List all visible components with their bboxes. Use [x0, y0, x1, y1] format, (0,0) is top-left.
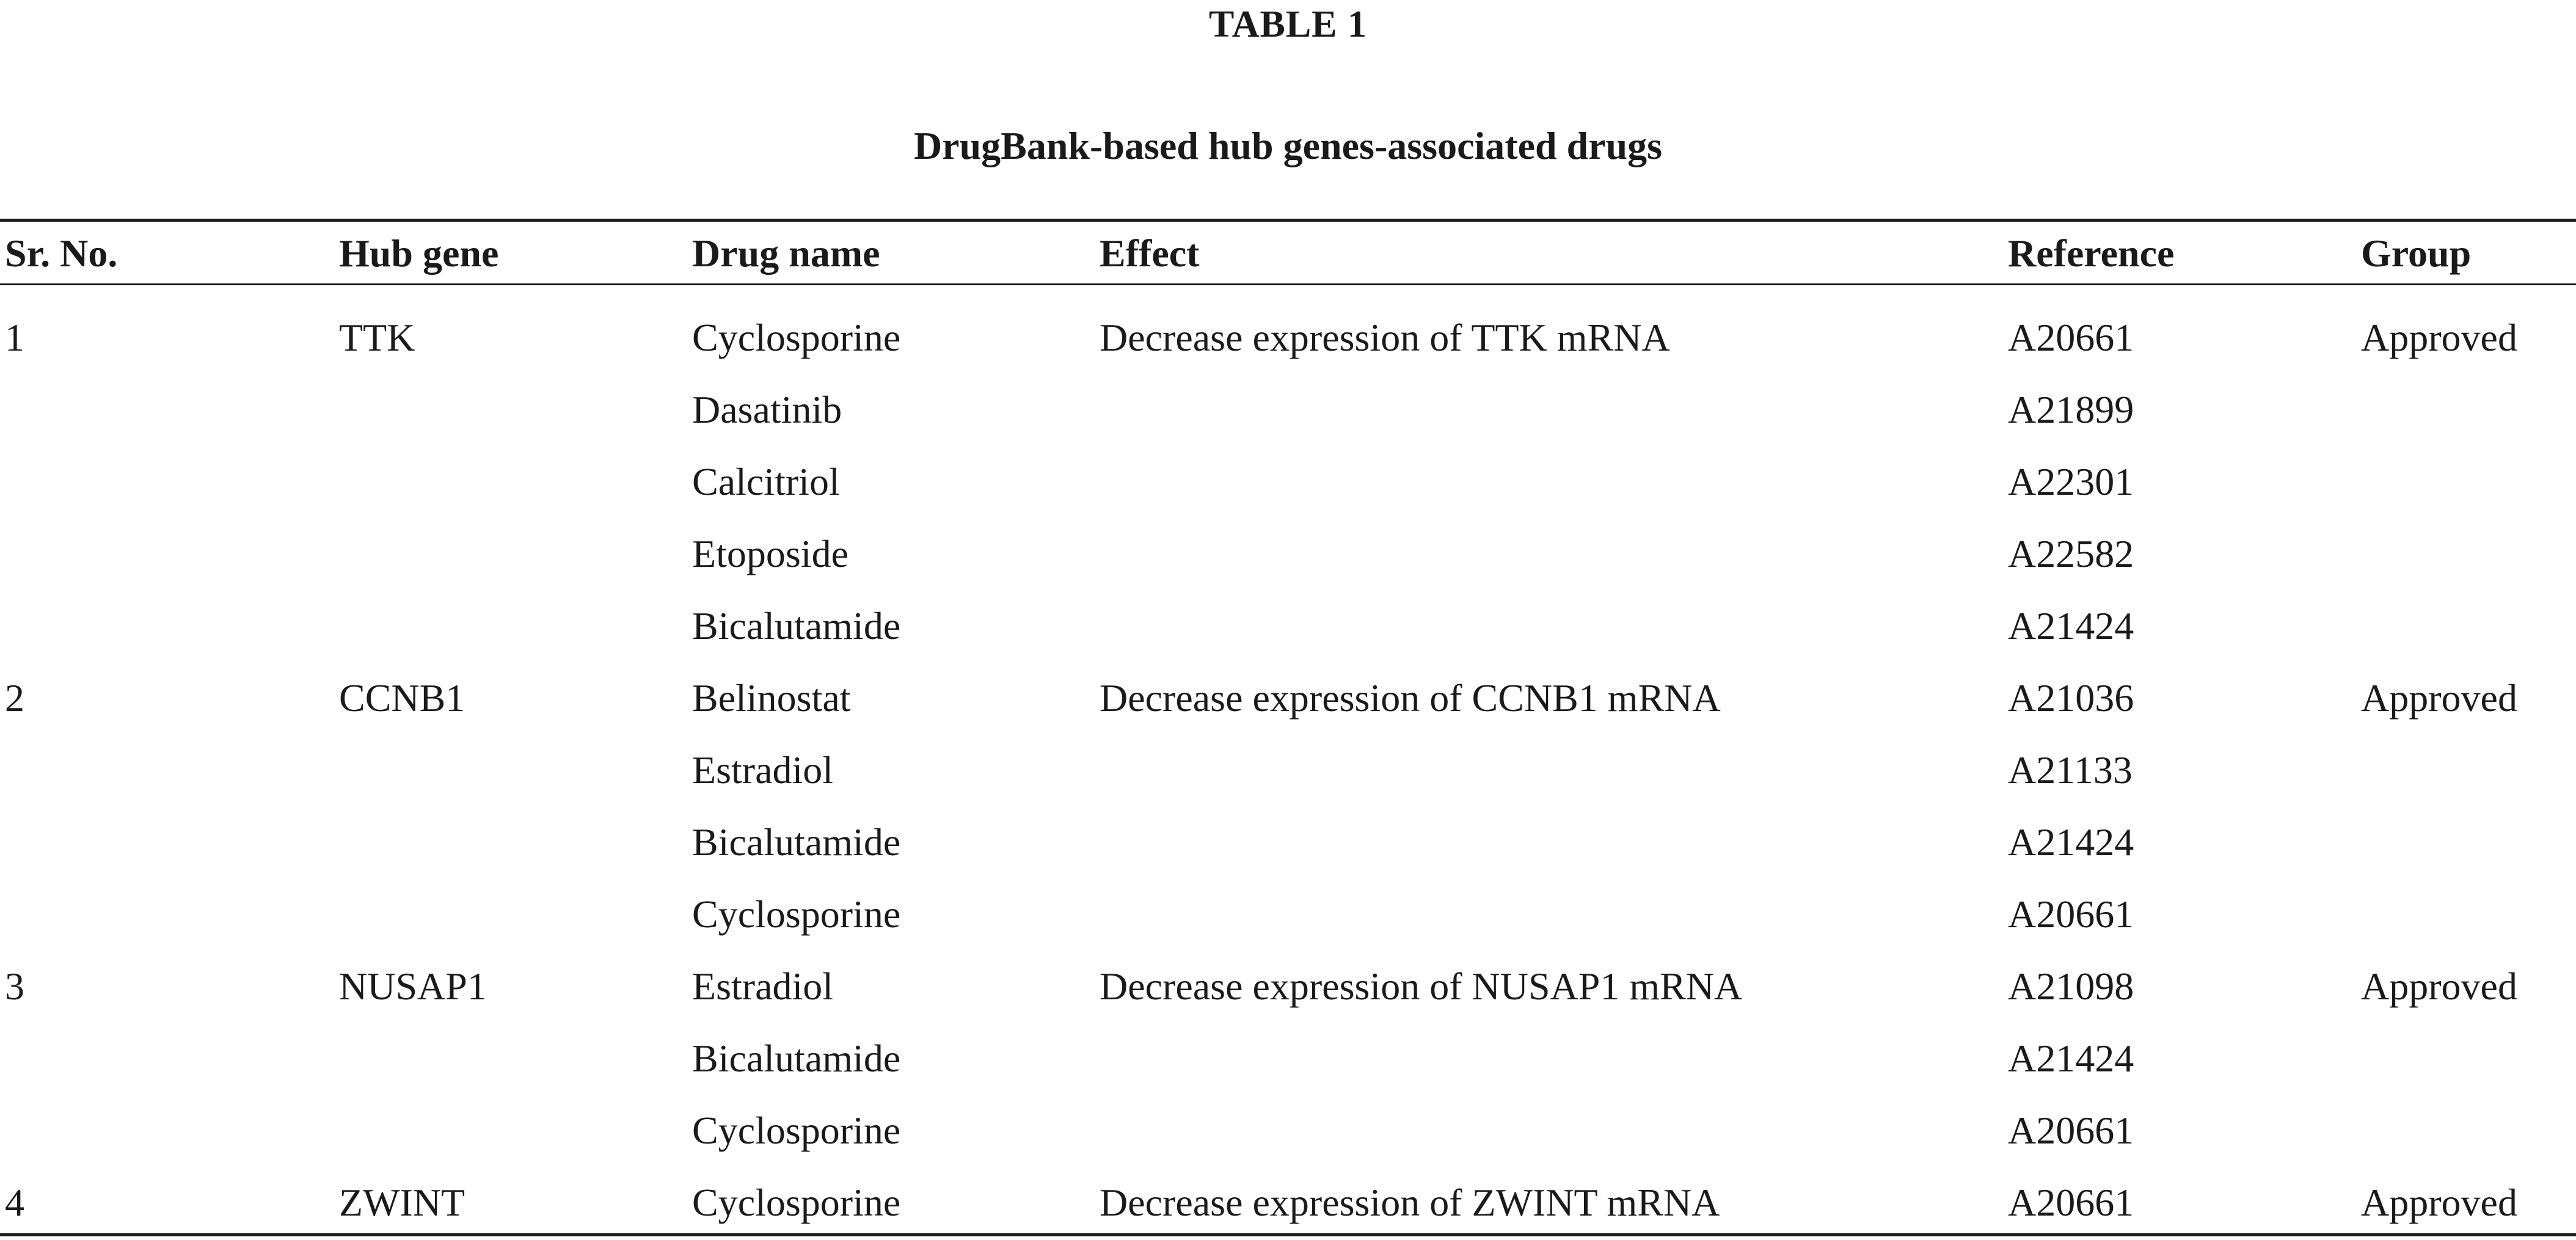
table-spacer-row	[0, 285, 2576, 302]
cell-effect: Decrease expression of TTK mRNA	[1100, 316, 1670, 359]
table-body	[0, 285, 2576, 1239]
cell-group	[2361, 374, 2576, 446]
cell-hub-gene	[339, 590, 692, 662]
cell-group	[2361, 806, 2576, 878]
cell-sr-no	[0, 590, 339, 662]
cell-reference: A22582	[2008, 532, 2134, 575]
cell-hub-gene: ZWINT	[339, 1181, 465, 1224]
table-row	[0, 806, 2576, 878]
cell-hub-gene: NUSAP1	[339, 965, 487, 1008]
cell-sr-no	[0, 734, 339, 806]
cell-hub-gene	[339, 446, 692, 518]
cell-drug-name: Estradiol	[692, 748, 834, 792]
cell-sr-no	[0, 446, 339, 518]
cell-group	[2361, 734, 2576, 806]
table-row	[0, 374, 2576, 446]
cell-reference: A21424	[2008, 820, 2134, 864]
cell-reference: A21098	[2008, 965, 2134, 1008]
cell-group	[2361, 878, 2576, 950]
cell-sr-no: 3	[5, 965, 24, 1008]
cell-effect	[1100, 1095, 2008, 1167]
cell-effect	[1100, 1023, 2008, 1095]
cell-sr-no: 2	[5, 676, 24, 720]
cell-drug-name: Cyclosporine	[692, 1109, 901, 1152]
cell-effect	[1100, 878, 2008, 950]
cell-effect	[1100, 806, 2008, 878]
cell-drug-name: Bicalutamide	[692, 1037, 901, 1080]
cell-effect	[1100, 590, 2008, 662]
cell-group: Approved	[2361, 316, 2517, 359]
table-row	[0, 590, 2576, 662]
table-row	[0, 518, 2576, 590]
cell-hub-gene	[339, 806, 692, 878]
cell-drug-name: Bicalutamide	[692, 604, 901, 647]
cell-drug-name: Dasatinib	[692, 388, 842, 431]
table-row	[0, 1095, 2576, 1167]
cell-drug-name: Cyclosporine	[692, 316, 901, 359]
cell-hub-gene	[339, 734, 692, 806]
table-row	[0, 1023, 2576, 1095]
cell-hub-gene	[339, 518, 692, 590]
cell-drug-name: Cyclosporine	[692, 892, 901, 936]
cell-reference: A22301	[2008, 460, 2134, 503]
cell-group	[2361, 518, 2576, 590]
column-header-effect: Effect	[1100, 232, 1200, 275]
table-row	[0, 1167, 2576, 1239]
cell-hub-gene	[339, 374, 692, 446]
table-title: DrugBank-based hub genes-associated drugs	[913, 124, 1663, 167]
cell-reference: A21899	[2008, 388, 2134, 431]
cell-drug-name: Belinostat	[692, 676, 851, 720]
drug-table	[0, 222, 2576, 1239]
cell-hub-gene: CCNB1	[339, 676, 465, 720]
cell-sr-no: 4	[5, 1181, 24, 1224]
cell-reference: A20661	[2008, 892, 2134, 936]
cell-drug-name: Cyclosporine	[692, 1181, 901, 1224]
table-row	[0, 446, 2576, 518]
table-row	[0, 878, 2576, 950]
table-label: TABLE 1	[1208, 4, 1368, 45]
cell-hub-gene	[339, 1023, 692, 1095]
table-row	[0, 734, 2576, 806]
cell-sr-no	[0, 1095, 339, 1167]
cell-effect	[1100, 374, 2008, 446]
cell-sr-no	[0, 878, 339, 950]
column-header-reference: Reference	[2008, 232, 2175, 275]
cell-reference: A20661	[2008, 1181, 2134, 1224]
cell-effect: Decrease expression of ZWINT mRNA	[1100, 1181, 1720, 1224]
cell-group: Approved	[2361, 965, 2517, 1008]
cell-effect: Decrease expression of NUSAP1 mRNA	[1100, 965, 1743, 1008]
cell-effect	[1100, 518, 2008, 590]
cell-hub-gene	[339, 1095, 692, 1167]
cell-group	[2361, 1095, 2576, 1167]
cell-group: Approved	[2361, 1181, 2517, 1224]
cell-reference: A21133	[2008, 748, 2133, 792]
cell-effect	[1100, 446, 2008, 518]
cell-reference: A21036	[2008, 676, 2134, 720]
column-header-drug-name: Drug name	[692, 232, 880, 275]
cell-group	[2361, 446, 2576, 518]
table-row	[0, 302, 2576, 374]
cell-reference: A20661	[2008, 316, 2134, 359]
cell-reference: A20661	[2008, 1109, 2134, 1152]
cell-sr-no: 1	[5, 316, 24, 359]
cell-group	[2361, 590, 2576, 662]
table-row	[0, 950, 2576, 1023]
cell-group: Approved	[2361, 676, 2517, 720]
cell-drug-name: Bicalutamide	[692, 820, 901, 864]
table-row	[0, 662, 2576, 734]
column-header-group: Group	[2361, 232, 2472, 275]
cell-reference: A21424	[2008, 604, 2134, 647]
cell-effect	[1100, 734, 2008, 806]
table-header-row	[0, 222, 2576, 285]
cell-sr-no	[0, 1023, 339, 1095]
cell-drug-name: Etoposide	[692, 532, 848, 575]
cell-drug-name: Calcitriol	[692, 460, 840, 503]
cell-group	[2361, 1023, 2576, 1095]
cell-hub-gene: TTK	[339, 316, 415, 359]
column-header-hub-gene: Hub gene	[339, 232, 499, 275]
column-header-sr-no: Sr. No.	[5, 232, 118, 275]
cell-hub-gene	[339, 878, 692, 950]
cell-sr-no	[0, 374, 339, 446]
cell-sr-no	[0, 806, 339, 878]
cell-sr-no	[0, 518, 339, 590]
cell-effect: Decrease expression of CCNB1 mRNA	[1100, 676, 1721, 720]
cell-reference: A21424	[2008, 1037, 2134, 1080]
cell-drug-name: Estradiol	[692, 965, 834, 1008]
